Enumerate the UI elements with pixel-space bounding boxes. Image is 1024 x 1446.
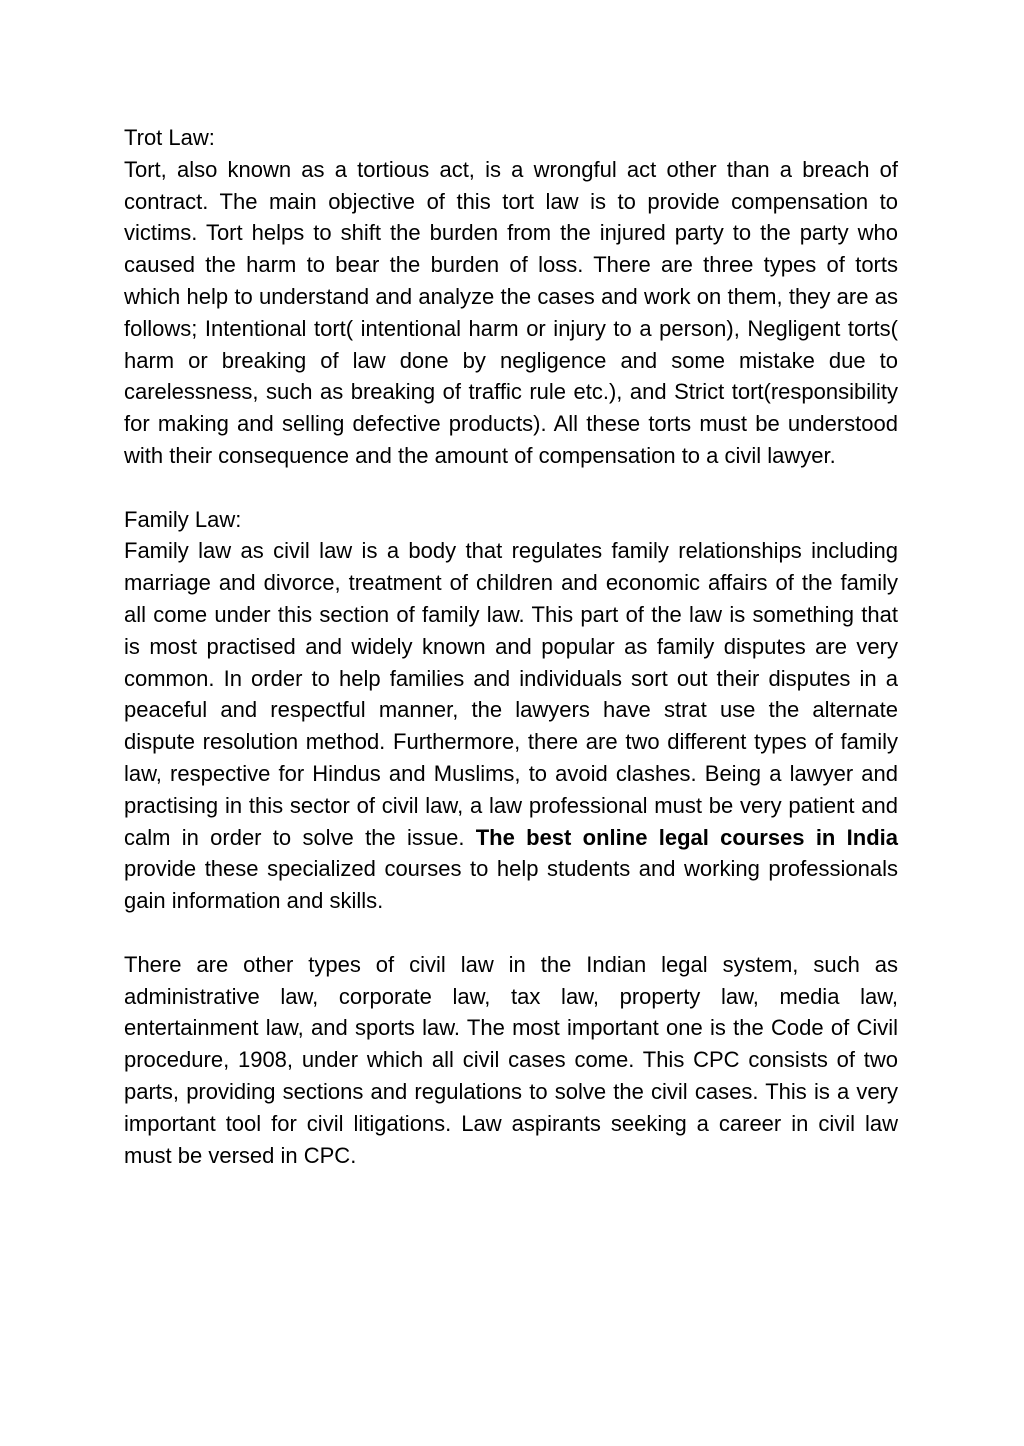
family-law-heading: Family Law:: [124, 506, 242, 532]
document-page: [124, 122, 898, 1171]
tort-law-heading: Trot Law:: [124, 125, 215, 150]
family-law-text-part-1: Family law as civil law is a body that regulates family relationships including marriage and divorce, treatment of children and economic affairs of the family all come under this section of family law. This part of the law is something that is most practised and widely known and popular as family disputes are very common. In order to help families and individuals sort out their disputes in a peaceful and respectful manner, the lawyers have strat use the alternate dispute resolution method. Furthermore, there are two different types of family law, respective for Hindus and Muslims, to avoid clashes. Being a lawyer and practising in this sector of civil law, a law professional must be very patient and calm in order to solve the issue.: [124, 538, 898, 850]
paragraph-spacer: [124, 917, 898, 949]
online-legal-courses-highlight: The best online legal courses in India: [475, 824, 898, 850]
tort-law-paragraph: Tort, also known as a tortious act, is a wrongful act other than a breach of contract. The main objective of this tort law is to provide compensation to victims. Tort helps to shift the burden from the injured party to the party who caused the harm to bear the burden of loss. There are three types of torts which help to understand and analyze the cases and work on them, they are as follows; Intentional tort( intentional harm or injury to a person), Negligent torts( harm or breaking of law done by negligence and some mistake due to carelessness, such as breaking of traffic rule etc.), and Strict tort(responsibility for making and selling defective products). All these torts must be understood with their consequence and the amount of compensation to a civil lawyer.: [124, 156, 898, 468]
family-law-text-part-2: provide these specialized courses to help students and working professionals gain information and skills.: [124, 856, 898, 914]
other-civil-law-paragraph: There are other types of civil law in the Indian legal system, such as administrative law, corporate law, tax law, property law, media law, entertainment law, and sports law. The most important one is the Code of Civil procedure, 1908, under which all civil cases come. This CPC consists of two parts, providing sections and regulations to solve the civil cases. This is a very important tool for civil litigations. Law aspirants seeking a career in civil law must be versed in CPC.: [124, 951, 898, 1168]
family-law-paragraph: [124, 535, 898, 917]
paragraph-spacer: [124, 472, 898, 504]
